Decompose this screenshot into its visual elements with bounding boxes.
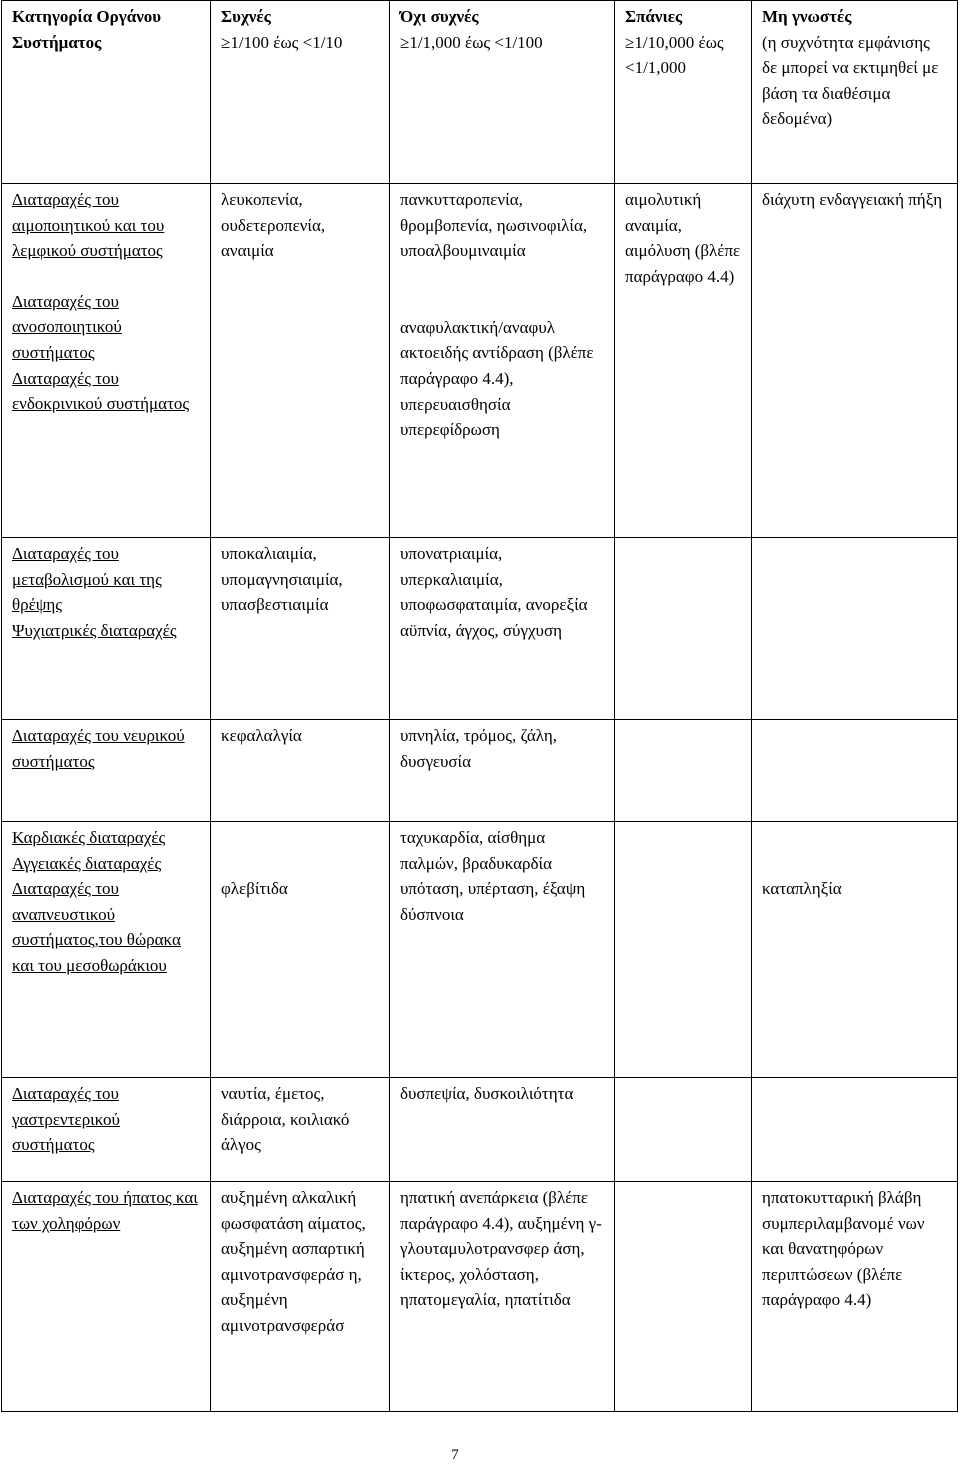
header-uncommon-title: Όχι συχνές bbox=[400, 7, 479, 26]
uncommon-cell bbox=[390, 1078, 615, 1182]
soc-cell bbox=[2, 538, 211, 720]
header-rare-range: ≥1/10,000 έως <1/1,000 bbox=[625, 32, 724, 78]
common-gastro: ναυτία, έμετος, διάρροια, κοιλιακό άλγος bbox=[221, 1084, 350, 1155]
uncommon-liver: ηπατική ανεπάρκεια (βλέπε παράγραφο 4.4), αυξημένη γ- γλουταμυλοτρανσφερ άση, ίκτερος, χολόσταση, ηπατομεγαλία, ηπατίτιδα bbox=[400, 1188, 602, 1310]
soc-cell bbox=[2, 1078, 211, 1182]
soc-respiratory: Διαταραχές του αναπνευστικού συστήματος,του θώρακα και του μεσοθωράκιου bbox=[12, 879, 181, 975]
uncommon-psychiatric: αϋπνία, άγχος, σύγχυση bbox=[400, 620, 563, 640]
soc-vascular: Αγγειακές διαταραχές bbox=[12, 853, 162, 873]
soc-liver: Διαταραχές του ήπατος και των χοληφόρων bbox=[12, 1188, 198, 1233]
unknown-cell bbox=[752, 1078, 958, 1182]
uncommon-cell bbox=[390, 822, 615, 1078]
rare-cell bbox=[615, 720, 752, 822]
table-row-cardiac bbox=[2, 822, 958, 1078]
soc-cell bbox=[2, 1182, 211, 1412]
common-liver: αυξημένη αλκαλική φωσφατάση αίματος, αυξημένη ασπαρτική αμινοτρανσφεράσ η, αυξημένη αμινοτρανσφεράσ bbox=[221, 1188, 366, 1335]
common-cell bbox=[211, 822, 390, 1078]
unknown-blood: διάχυτη ενδαγγειακή πήξη bbox=[762, 190, 943, 209]
rare-cell bbox=[615, 184, 752, 538]
soc-blood: Διαταραχές του αιμοποιητικού και του λεμφικού συστήματος bbox=[12, 190, 165, 261]
header-rare-title: Σπάνιες bbox=[625, 7, 683, 26]
unknown-cell bbox=[752, 822, 958, 1078]
table-header-row bbox=[2, 1, 958, 184]
header-unknown-note: (η συχνότητα εμφάνισης δε μπορεί να εκτιμηθεί με βάση τα διαθέσιμα δεδομένα) bbox=[762, 32, 939, 129]
rare-cell bbox=[615, 1078, 752, 1182]
common-cell bbox=[211, 184, 390, 538]
adverse-reactions-table bbox=[1, 0, 958, 1412]
unknown-cell bbox=[752, 720, 958, 822]
common-cell bbox=[211, 538, 390, 720]
common-vascular: φλεβίτιδα bbox=[221, 879, 288, 898]
unknown-vascular: καταπληξία bbox=[762, 879, 842, 898]
soc-psychiatric: Ψυχιατρικές διαταραχές bbox=[12, 620, 177, 640]
soc-gastro: Διαταραχές του γαστρεντερικού συστήματος bbox=[12, 1084, 120, 1155]
soc-nervous: Διαταραχές του νευρικού συστήματος bbox=[12, 726, 185, 771]
uncommon-cell bbox=[390, 1182, 615, 1412]
uncommon-nervous: υπνηλία, τρόμος, ζάλη, δυσγευσία bbox=[400, 726, 558, 771]
page-number: 7 bbox=[451, 1447, 459, 1463]
uncommon-cell bbox=[390, 184, 615, 538]
uncommon-respiratory: δύσπνοια bbox=[400, 904, 464, 924]
common-cell bbox=[211, 1182, 390, 1412]
uncommon-cell bbox=[390, 538, 615, 720]
soc-cell bbox=[2, 822, 211, 1078]
uncommon-endocrine: υπερεφίδρωση bbox=[400, 420, 500, 440]
uncommon-vascular: υπόταση, υπέρταση, έξαψη bbox=[400, 879, 586, 899]
header-unknown-title: Μη γνωστές bbox=[762, 7, 852, 26]
header-common bbox=[211, 1, 390, 184]
table-row-liver bbox=[2, 1182, 958, 1412]
common-nervous: κεφαλαλγία bbox=[221, 726, 302, 745]
soc-immune: Διαταραχές του ανοσοποιητικού συστήματος bbox=[12, 291, 122, 362]
table-row-gastro bbox=[2, 1078, 958, 1182]
soc-metabolism: Διαταραχές του μεταβολισμού και της θρέψης bbox=[12, 544, 162, 615]
rare-blood: αιμολυτική αναιμία, αιμόλυση (βλέπε παράγραφο 4.4) bbox=[625, 190, 741, 286]
uncommon-blood: πανκυτταροπενία, θρομβοπενία, ηωσινοφιλία, υποαλβουμιναιμία bbox=[400, 190, 588, 261]
unknown-cell bbox=[752, 538, 958, 720]
uncommon-cardiac: ταχυκαρδία, αίσθημα παλμών, βραδυκαρδία bbox=[400, 828, 552, 873]
uncommon-gastro: δυσπεψία, δυσκοιλιότητα bbox=[400, 1084, 574, 1103]
common-cell bbox=[211, 720, 390, 822]
table-row-blood bbox=[2, 184, 958, 538]
soc-cell bbox=[2, 720, 211, 822]
soc-cell bbox=[2, 184, 211, 538]
header-soc-label: Κατηγορία Οργάνου Συστήματος bbox=[12, 7, 162, 52]
rare-cell bbox=[615, 822, 752, 1078]
header-common-range: ≥1/100 έως <1/10 bbox=[221, 32, 343, 52]
header-soc bbox=[2, 1, 211, 184]
rare-cell bbox=[615, 538, 752, 720]
uncommon-cell bbox=[390, 720, 615, 822]
unknown-cell bbox=[752, 1182, 958, 1412]
unknown-cell bbox=[752, 184, 958, 538]
common-blood: λευκοπενία, ουδετεροπενία, αναιμία bbox=[221, 190, 326, 261]
header-unknown bbox=[752, 1, 958, 184]
header-uncommon-range: ≥1/1,000 έως <1/100 bbox=[400, 32, 543, 52]
soc-endocrine: Διαταραχές του ενδοκρινικού συστήματος bbox=[12, 368, 190, 414]
table-row-metabolism bbox=[2, 538, 958, 720]
common-cell bbox=[211, 1078, 390, 1182]
header-uncommon bbox=[390, 1, 615, 184]
uncommon-immune: αναφυλακτική/αναφυλ ακτοειδής αντίδραση (βλέπε παράγραφο 4.4), υπερευαισθησία bbox=[400, 317, 594, 414]
header-common-title: Συχνές bbox=[221, 7, 271, 26]
table-row-nervous bbox=[2, 720, 958, 822]
unknown-liver: ηπατοκυτταρική βλάβη συμπεριλαμβανομέ νων και θανατηφόρων περιπτώσεων (βλέπε παράγραφο 4.4) bbox=[762, 1188, 925, 1310]
common-metabolism: υποκαλιαιμία, υπομαγνησιαιμία, υπασβεστιαιμία bbox=[221, 544, 343, 615]
soc-cardiac: Καρδιακές διαταραχές bbox=[12, 828, 166, 847]
rare-cell bbox=[615, 1182, 752, 1412]
uncommon-metabolism: υπονατριαιμία, υπερκαλιαιμία, υποφωσφαταιμία, ανορεξία bbox=[400, 544, 588, 615]
header-rare bbox=[615, 1, 752, 184]
